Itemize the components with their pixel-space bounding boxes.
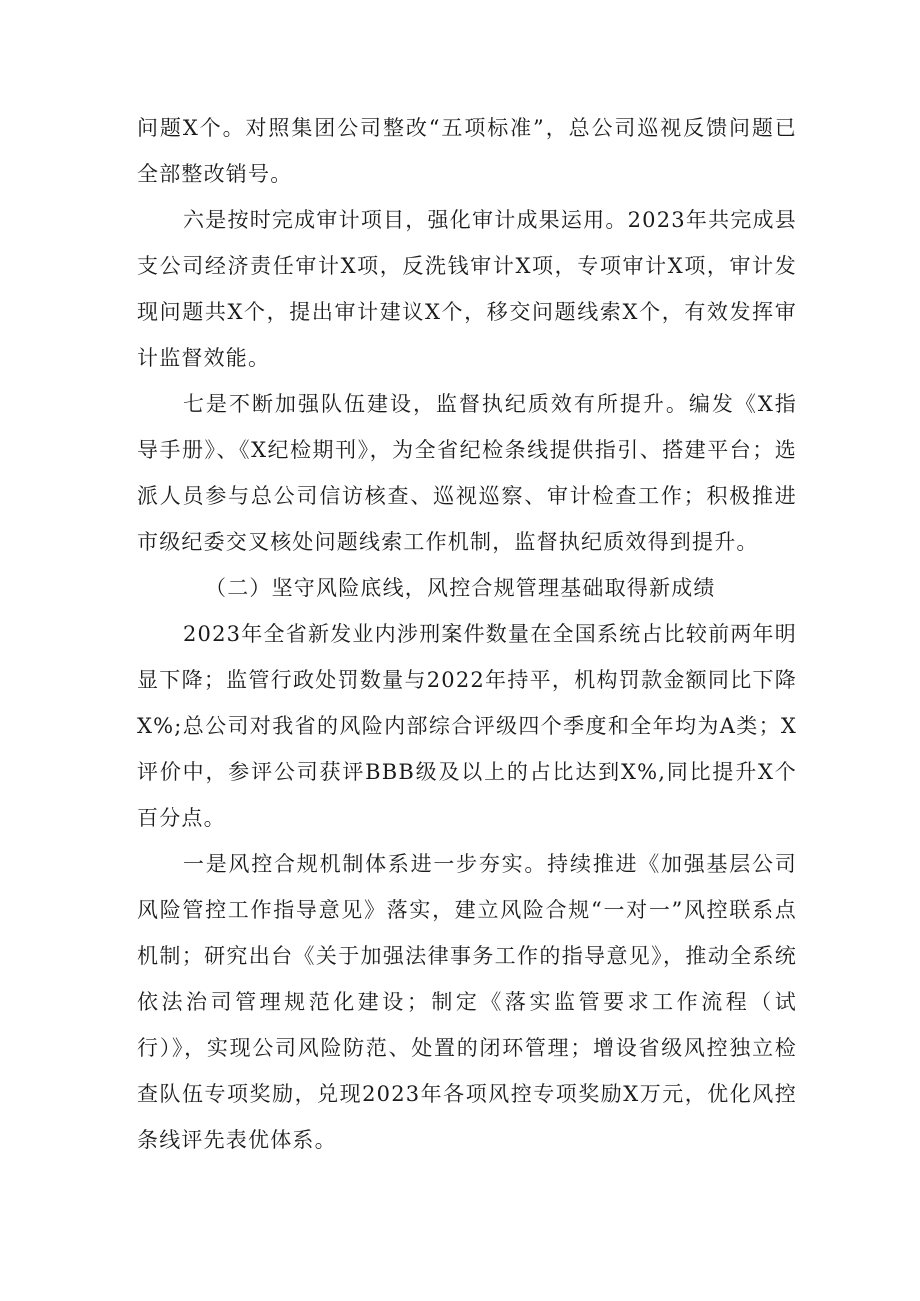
document-body (137, 105, 797, 1163)
paragraph-audit-projects: 六是按时完成审计项目，强化审计成果运用。2023年共完成县支公司经济责任审计X项，反洗钱审计X项，专项审计X项，审计发现问题共X个，提出审计建议X个，移交问题线索X个，有效发挥审计监督效能。 (137, 208, 797, 370)
paragraph-risk-mechanism: 一是风控合规机制体系进一步夯实。持续推进《加强基层公司风险管控工作指导意见》落实，建立风险合规“一对一”风控联系点机制；研究出台《关于加强法律事务工作的指导意见》，推动全系统依法治司管理规范化建设；制定《落实监管要求工作流程（试行）》，实现公司风险防范、处置的闭环管理；增设省级风控独立检查队伍专项奖励，兑现2023年各项风控专项奖励X万元，优化风控条线评先表优体系。 (137, 852, 797, 1152)
section-heading-risk-control: （二）坚守风险底线，风控合规管理基础取得新成绩 (205, 576, 716, 600)
paragraph-team-building: 七是不断加强队伍建设，监督执纪质效有所提升。编发《X指导手册》、《X纪检期刊》，为全省纪检条线提供指引、搭建平台；选派人员参与总公司信访核查、巡视巡察、审计检查工作；积极推进市级纪委交叉核处问题线索工作机制，监督执纪质效得到提升。 (137, 392, 797, 554)
paragraph-risk-summary: 2023年全省新发业内涉刑案件数量在全国系统占比较前两年明显下降；监管行政处罚数量与2022年持平，机构罚款金额同比下降X%;总公司对我省的风险内部综合评级四个季度和全年均为A类；X评价中，参评公司获评BBB级及以上的占比达到X%,同比提升X个百分点。 (137, 622, 797, 830)
paragraph-continuation: 问题X个。对照集团公司整改“五项标准”，总公司巡视反馈问题已全部整改销号。 (137, 116, 797, 186)
